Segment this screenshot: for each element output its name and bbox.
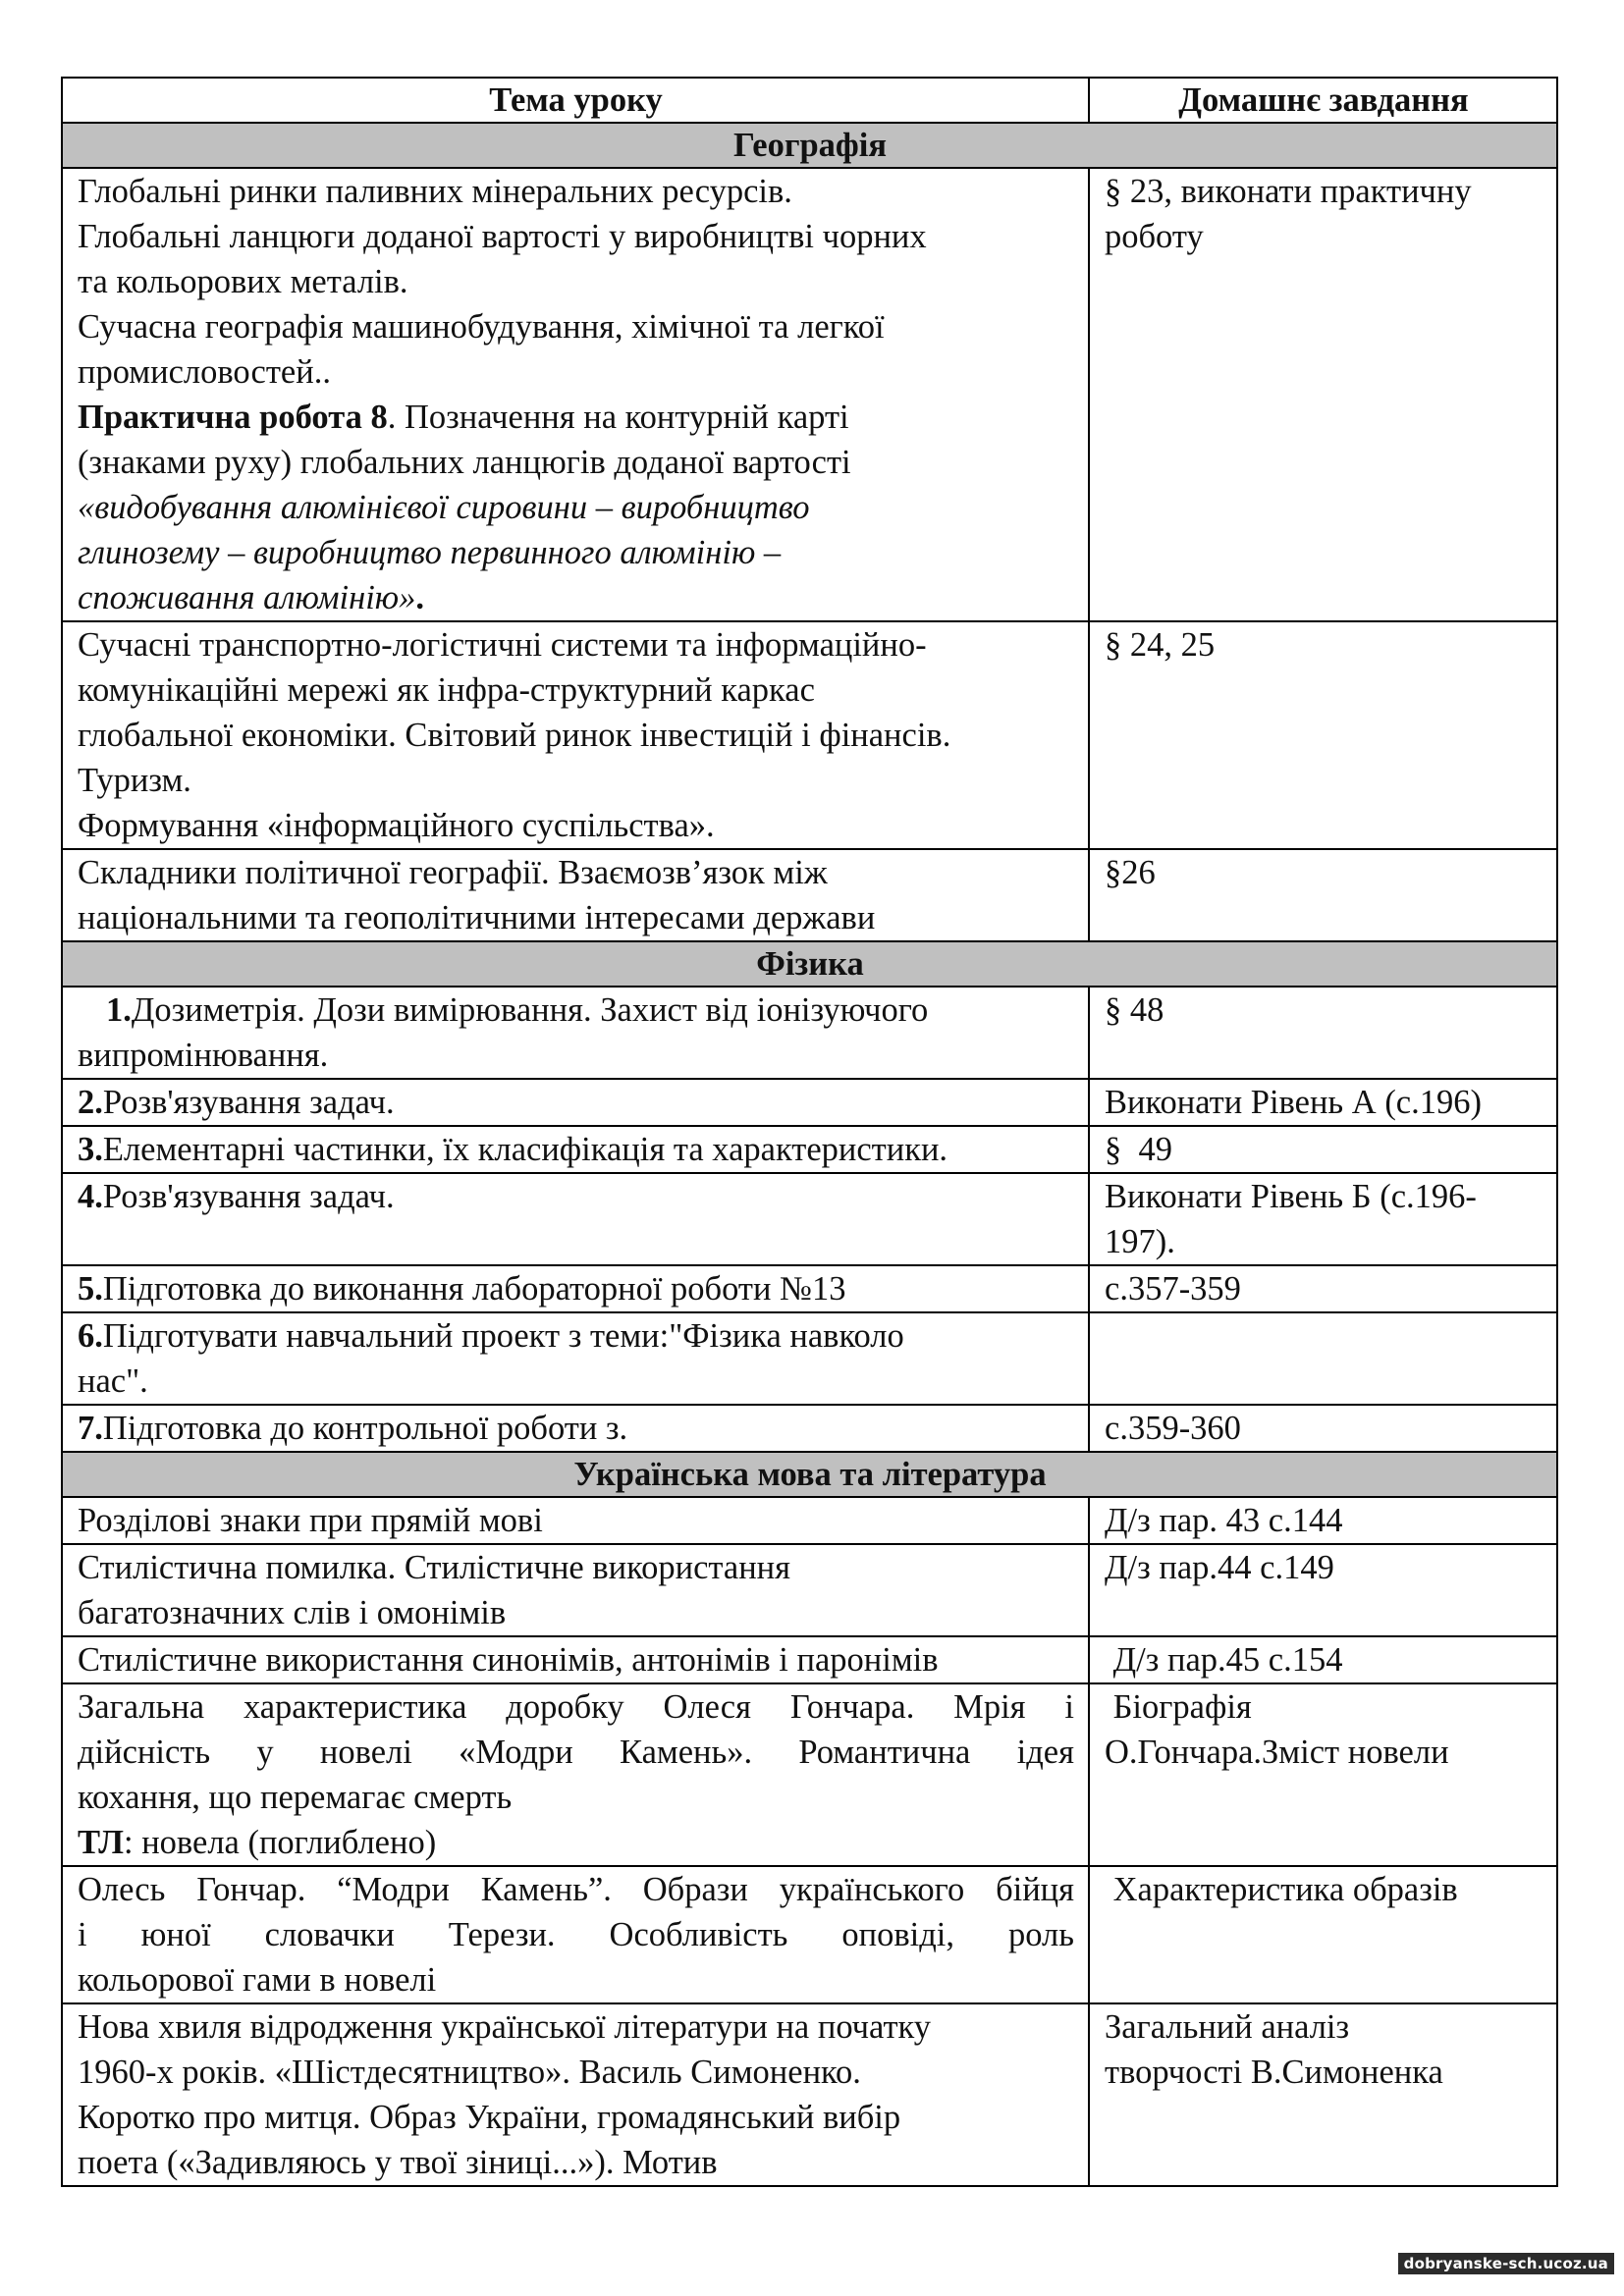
- table-row: [62, 1126, 1557, 1173]
- topic-line: та кольорових металів.: [78, 263, 408, 300]
- topic-line: «видобування алюмінієвої сировини – виробництво: [78, 489, 810, 526]
- table-row: [62, 621, 1557, 849]
- topic-text: Розв'язування задач.: [102, 1178, 395, 1215]
- topic-line: [78, 1406, 1074, 1451]
- topic-cell: [62, 621, 1089, 849]
- topic-line: Туризм.: [78, 762, 191, 799]
- homework-line: Загальний аналіз: [1105, 2008, 1350, 2046]
- topic-text: : новела (поглиблено): [124, 1824, 437, 1861]
- header-homework: Домашнє завдання: [1089, 78, 1557, 123]
- homework-line: роботу: [1105, 218, 1204, 255]
- homework-cell: [1089, 2003, 1557, 2186]
- homework-line: §26: [1105, 854, 1156, 891]
- homework-line: с.359-360: [1105, 1410, 1241, 1447]
- homework-cell: [1089, 1265, 1557, 1312]
- topic-text: Розв'язування задач.: [102, 1084, 395, 1121]
- topic-text: Підготовка до контрольної роботи з.: [102, 1410, 628, 1447]
- section-title-physics: Фізика: [62, 941, 1557, 987]
- homework-line: творчості В.Симоненка: [1105, 2054, 1443, 2091]
- topic-cell: [62, 1079, 1089, 1126]
- homework-line: § 23, виконати практичну: [1105, 173, 1472, 210]
- topic-line: Сучасні транспортно-логістичні системи та інформаційно-: [78, 626, 927, 664]
- homework-line: § 24, 25: [1105, 626, 1216, 664]
- topic-line: [106, 988, 1074, 1033]
- homework-cell: [1089, 1312, 1557, 1405]
- homework-cell: [1089, 621, 1557, 849]
- practical-work-label: Практична робота 8: [78, 399, 388, 436]
- topic-line: поета («Задивляюсь у твої зіниці...»). Мотив: [78, 2144, 718, 2181]
- homework-cell: [1089, 1866, 1557, 2003]
- table-row: [62, 1173, 1557, 1265]
- topic-line: кохання, що перемагає смерть: [78, 1779, 513, 1816]
- topic-cell: [62, 987, 1089, 1079]
- homework-line: О.Гончара.Зміст новели: [1105, 1734, 1449, 1771]
- homework-line: § 48: [1105, 991, 1164, 1029]
- topic-line: національними та геополітичними інтересами держави: [78, 899, 876, 936]
- topic-cell: [62, 1405, 1089, 1452]
- table-row: [62, 1497, 1557, 1544]
- table-row: [62, 849, 1557, 941]
- topic-line: Стилістичне використання синонімів, антонімів і паронімів: [78, 1641, 939, 1679]
- topic-line: Розділові знаки при прямій мові: [78, 1502, 543, 1539]
- topic-line: випромінювання.: [78, 1037, 329, 1074]
- topic-line: і юної словачки Терези. Особливість оповіді, роль: [78, 1916, 1074, 1953]
- section-title-ukrainian: Українська мова та література: [62, 1452, 1557, 1497]
- topic-line: [78, 1080, 1074, 1125]
- topic-line: дійсність у новелі «Модри Камень». Романтична ідея: [78, 1734, 1074, 1771]
- topic-cell: [62, 168, 1089, 621]
- homework-cell: [1089, 1497, 1557, 1544]
- table-row: [62, 168, 1557, 621]
- homework-cell: [1089, 1173, 1557, 1265]
- topic-cell: [62, 1497, 1089, 1544]
- homework-cell: [1089, 987, 1557, 1079]
- topic-line: Сучасна географія машинобудування, хімічної та легкої: [78, 308, 885, 346]
- topic-line: нас".: [78, 1362, 148, 1400]
- topic-line: промисловостей..: [78, 353, 331, 391]
- topic-line: кольорової гами в новелі: [78, 1961, 437, 1999]
- section-row-geography: [62, 123, 1557, 168]
- topic-line: [78, 1174, 1074, 1219]
- homework-line: Д/з пар. 43 с.144: [1105, 1502, 1343, 1539]
- topic-cell: [62, 1683, 1089, 1866]
- topic-line: 1960-х років. «Шістдесятництво». Василь Симоненко.: [78, 2054, 861, 2091]
- topic-line: глобальної економіки. Світовий ринок інвестицій і фінансів.: [78, 717, 951, 754]
- section-row-physics: [62, 941, 1557, 987]
- topic-line: Глобальні ринки паливних мінеральних ресурсів.: [78, 173, 792, 210]
- topic-text: . Позначення на контурній карті: [387, 399, 849, 436]
- topic-cell: [62, 1265, 1089, 1312]
- homework-line: Біографія: [1105, 1688, 1252, 1726]
- homework-cell: [1089, 1079, 1557, 1126]
- topic-line: Коротко про митця. Образ України, громадянський вибір: [78, 2099, 901, 2136]
- homework-cell: [1089, 1636, 1557, 1683]
- homework-cell: [1089, 849, 1557, 941]
- topic-text: Дозиметрія. Дози вимірювання. Захист від іонізуючого: [131, 991, 929, 1029]
- item-number: 7.: [78, 1410, 103, 1447]
- table-row: [62, 1683, 1557, 1866]
- topic-line: (знаками руху) глобальних ланцюгів доданої вартості: [78, 444, 851, 481]
- homework-line: Виконати Рівень А (с.196): [1105, 1084, 1482, 1121]
- topic-line: [78, 1127, 1074, 1172]
- topic-line: [78, 1820, 1074, 1865]
- topic-line: багатозначних слів і омонімів: [78, 1594, 507, 1631]
- section-row-ukrainian: [62, 1452, 1557, 1497]
- topic-line: Олесь Гончар. “Модри Камень”. Образи українського бійця: [78, 1871, 1074, 1908]
- section-title-geography: Географія: [62, 123, 1557, 168]
- item-number: 1.: [106, 991, 132, 1029]
- homework-cell: [1089, 1405, 1557, 1452]
- topic-line: Складники політичної географії. Взаємозв’язок між: [78, 854, 828, 891]
- item-number: 3.: [78, 1131, 103, 1168]
- topic-line: Стилістична помилка. Стилістичне використання: [78, 1549, 791, 1586]
- topic-line: комунікаційні мережі як інфра-структурний каркас: [78, 671, 815, 709]
- topic-line: Глобальні ланцюги доданої вартості у виробництві чорних: [78, 218, 927, 255]
- topic-cell: [62, 1866, 1089, 2003]
- item-number: 4.: [78, 1178, 103, 1215]
- topic-line: [78, 395, 1074, 440]
- topic-text: Підготувати навчальний проект з теми:"Фізика навколо: [102, 1317, 904, 1355]
- topic-line: Нова хвиля відродження української літератури на початку: [78, 2008, 932, 2046]
- topic-cell: [62, 1636, 1089, 1683]
- topic-text: Елементарні частинки, їх класифікація та характеристики.: [102, 1131, 948, 1168]
- tl-label: ТЛ: [78, 1824, 124, 1861]
- homework-line: Виконати Рівень Б (с.196-: [1105, 1178, 1477, 1215]
- homework-line: 197).: [1105, 1223, 1175, 1260]
- homework-line: Д/з пар.45 с.154: [1105, 1641, 1343, 1679]
- table-row: [62, 1079, 1557, 1126]
- table-row: [62, 2003, 1557, 2186]
- topic-cell: [62, 849, 1089, 941]
- table-row: [62, 1312, 1557, 1405]
- topic-text: споживання алюмінію»: [78, 579, 416, 616]
- topic-text: .: [415, 579, 424, 616]
- item-number: 6.: [78, 1317, 103, 1355]
- table-row: [62, 1866, 1557, 2003]
- topic-line: [78, 1266, 1074, 1311]
- topic-cell: [62, 2003, 1089, 2186]
- item-number: 2.: [78, 1084, 103, 1121]
- topic-text: Підготовка до виконання лабораторної роботи №13: [102, 1270, 846, 1308]
- homework-line: Д/з пар.44 с.149: [1105, 1549, 1334, 1586]
- table-row: [62, 987, 1557, 1079]
- item-number: 5.: [78, 1270, 103, 1308]
- homework-cell: [1089, 1126, 1557, 1173]
- table-header-row: [62, 78, 1557, 123]
- lesson-table: [61, 77, 1558, 2187]
- topic-line: [78, 575, 1074, 620]
- topic-cell: [62, 1173, 1089, 1265]
- homework-line: § 49: [1105, 1131, 1172, 1168]
- table-row: [62, 1544, 1557, 1636]
- topic-line: [78, 1313, 1074, 1359]
- topic-cell: [62, 1312, 1089, 1405]
- topic-line: Загальна характеристика доробку Олеся Гончара. Мрія і: [78, 1688, 1074, 1726]
- homework-cell: [1089, 1683, 1557, 1866]
- table-row: [62, 1265, 1557, 1312]
- homework-line: с.357-359: [1105, 1270, 1241, 1308]
- homework-cell: [1089, 1544, 1557, 1636]
- topic-line: глинозему – виробництво первинного алюмінію –: [78, 534, 782, 571]
- header-topic: Тема уроку: [62, 78, 1089, 123]
- topic-cell: [62, 1126, 1089, 1173]
- homework-line: Характеристика образів: [1105, 1871, 1458, 1908]
- table-row: [62, 1636, 1557, 1683]
- table-row: [62, 1405, 1557, 1452]
- site-watermark: dobryanske-sch.ucoz.ua: [1398, 2253, 1614, 2274]
- topic-line: Формування «інформаційного суспільства».: [78, 807, 715, 844]
- topic-cell: [62, 1544, 1089, 1636]
- homework-cell: [1089, 168, 1557, 621]
